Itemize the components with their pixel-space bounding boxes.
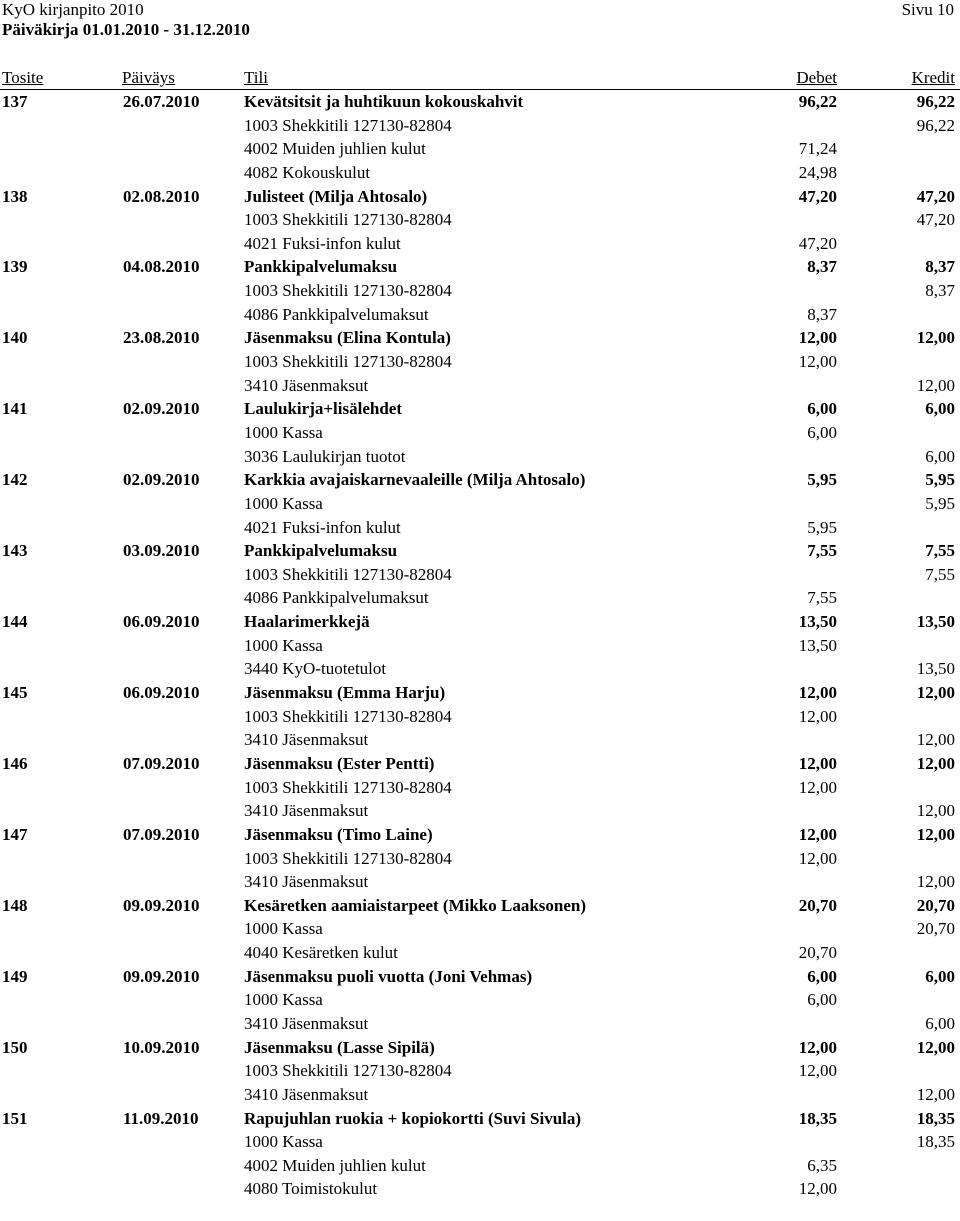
voucher-number: 150	[2, 1037, 28, 1057]
account-name: 4021 Fuksi-infon kulut	[244, 233, 401, 253]
voucher-row	[0, 254, 960, 278]
column-header-paivays: Päiväys	[122, 68, 175, 87]
account-line-row	[0, 987, 960, 1011]
line-kredit: 96,22	[916, 115, 955, 135]
account-name: 1003 Shekkitili 127130-82804	[244, 115, 452, 135]
voucher-kredit: 6,00	[925, 966, 955, 986]
account-name: 4082 Kokouskulut	[244, 162, 371, 182]
account-line-row	[0, 846, 960, 870]
voucher-kredit: 96,22	[916, 92, 955, 111]
account-line-row	[0, 1153, 960, 1177]
voucher-debet: 13,50	[798, 612, 837, 632]
voucher-debet: 12,00	[798, 753, 837, 773]
account-name: 1003 Shekkitili 127130-82804	[244, 777, 452, 797]
voucher-kredit: 5,95	[925, 470, 955, 490]
voucher-row	[0, 325, 960, 349]
report-subtitle: Päiväkirja 01.01.2010 - 31.12.2010	[2, 20, 250, 39]
account-line-row	[0, 302, 960, 326]
voucher-date: 09.09.2010	[123, 966, 200, 986]
voucher-row	[0, 1106, 960, 1130]
voucher-kredit: 12,00	[916, 824, 955, 844]
account-name: 4002 Muiden juhlien kulut	[244, 139, 426, 159]
line-kredit: 6,00	[925, 446, 955, 466]
account-name: 3410 Jäsenmaksut	[244, 801, 369, 821]
line-debet: 13,50	[798, 635, 837, 655]
voucher-description: Rapujuhlan ruokia + kopiokortti (Suvi Sivula)	[244, 1108, 582, 1128]
voucher-description: Jäsenmaksu (Ester Pentti)	[244, 753, 435, 773]
voucher-number: 140	[2, 328, 28, 348]
account-line-row	[0, 798, 960, 822]
line-debet: 24,98	[798, 162, 837, 182]
account-name: 1003 Shekkitili 127130-82804	[244, 281, 452, 301]
voucher-row	[0, 396, 960, 420]
voucher-number: 138	[2, 186, 28, 206]
voucher-number: 146	[2, 753, 28, 773]
line-debet: 47,20	[798, 233, 837, 253]
line-debet: 12,00	[798, 706, 837, 726]
voucher-row	[0, 89, 960, 113]
line-kredit: 20,70	[916, 919, 955, 939]
voucher-debet: 6,00	[807, 399, 837, 419]
voucher-row	[0, 538, 960, 562]
voucher-row	[0, 680, 960, 704]
voucher-date: 02.08.2010	[123, 186, 200, 206]
account-line-row	[0, 1082, 960, 1106]
column-header-row	[0, 67, 960, 90]
voucher-kredit: 18,35	[916, 1108, 955, 1128]
voucher-debet: 6,00	[807, 966, 837, 986]
line-kredit: 12,00	[916, 1084, 955, 1104]
voucher-description: Karkkia avajaiskarnevaaleille (Milja Ahtosalo)	[244, 470, 586, 490]
journal-entries	[0, 89, 960, 1200]
account-name: 4086 Pankkipalvelumaksut	[244, 588, 429, 608]
account-line-row	[0, 656, 960, 680]
voucher-kredit: 7,55	[925, 541, 955, 561]
account-name: 3036 Laulukirjan tuotot	[244, 446, 406, 466]
account-line-row	[0, 633, 960, 657]
voucher-number: 137	[2, 92, 28, 111]
voucher-date: 10.09.2010	[123, 1037, 200, 1057]
voucher-debet: 8,37	[807, 257, 837, 277]
column-header-debet: Debet	[796, 68, 837, 87]
line-debet: 7,55	[807, 588, 837, 608]
voucher-kredit: 6,00	[925, 399, 955, 419]
account-name: 1000 Kassa	[244, 990, 323, 1010]
line-debet: 12,00	[798, 1061, 837, 1081]
account-line-row	[0, 349, 960, 373]
voucher-number: 145	[2, 683, 28, 703]
voucher-kredit: 12,00	[916, 753, 955, 773]
account-line-row	[0, 727, 960, 751]
voucher-debet: 20,70	[798, 895, 837, 915]
voucher-kredit: 20,70	[916, 895, 955, 915]
voucher-date: 02.09.2010	[123, 470, 200, 490]
line-debet: 12,00	[798, 352, 837, 372]
voucher-date: 11.09.2010	[123, 1108, 199, 1128]
voucher-description: Pankkipalvelumaksu	[244, 541, 398, 561]
column-header-kredit: Kredit	[911, 68, 955, 87]
voucher-debet: 96,22	[798, 92, 837, 111]
account-line-row	[0, 113, 960, 137]
report-title: KyO kirjanpito 2010	[2, 0, 144, 19]
account-name: 4021 Fuksi-infon kulut	[244, 517, 401, 537]
account-line-row	[0, 420, 960, 444]
line-kredit: 12,00	[916, 375, 955, 395]
account-name: 3410 Jäsenmaksut	[244, 1013, 369, 1033]
voucher-date: 06.09.2010	[123, 683, 200, 703]
line-kredit: 5,95	[925, 493, 955, 513]
voucher-description: Kesäretken aamiaistarpeet (Mikko Laaksonen)	[244, 895, 587, 915]
voucher-date: 02.09.2010	[123, 399, 200, 419]
account-line-row	[0, 444, 960, 468]
account-line-row	[0, 1176, 960, 1200]
account-line-row	[0, 1058, 960, 1082]
line-debet: 6,00	[807, 422, 837, 442]
line-debet: 71,24	[798, 139, 837, 159]
voucher-date: 03.09.2010	[123, 541, 200, 561]
voucher-row	[0, 964, 960, 988]
voucher-number: 147	[2, 824, 28, 844]
voucher-row	[0, 1035, 960, 1059]
voucher-date: 09.09.2010	[123, 895, 200, 915]
voucher-number: 141	[2, 399, 28, 419]
voucher-date: 23.08.2010	[123, 328, 200, 348]
voucher-row	[0, 184, 960, 208]
voucher-row	[0, 609, 960, 633]
voucher-number: 143	[2, 541, 28, 561]
voucher-date: 07.09.2010	[123, 824, 200, 844]
page-number: Sivu 10	[901, 0, 954, 19]
voucher-debet: 12,00	[798, 1037, 837, 1057]
voucher-date: 07.09.2010	[123, 753, 200, 773]
account-name: 1000 Kassa	[244, 422, 323, 442]
account-name: 1003 Shekkitili 127130-82804	[244, 352, 452, 372]
account-name: 1003 Shekkitili 127130-82804	[244, 210, 452, 230]
line-kredit: 7,55	[925, 564, 955, 584]
voucher-description: Haalarimerkkejä	[244, 612, 370, 632]
line-debet: 12,00	[798, 1179, 837, 1199]
account-line-row	[0, 775, 960, 799]
account-line-row	[0, 207, 960, 231]
voucher-description: Jäsenmaksu (Emma Harju)	[244, 683, 446, 703]
voucher-kredit: 12,00	[916, 1037, 955, 1057]
account-name: 1000 Kassa	[244, 1132, 323, 1152]
account-name: 1000 Kassa	[244, 635, 323, 655]
column-header-tosite: Tosite	[2, 68, 44, 87]
voucher-number: 144	[2, 612, 28, 632]
account-name: 1000 Kassa	[244, 919, 323, 939]
line-kredit: 12,00	[916, 872, 955, 892]
line-debet: 20,70	[798, 943, 837, 963]
account-line-row	[0, 278, 960, 302]
voucher-date: 06.09.2010	[123, 612, 200, 632]
line-debet: 5,95	[807, 517, 837, 537]
voucher-row	[0, 822, 960, 846]
account-line-row	[0, 869, 960, 893]
account-line-row	[0, 562, 960, 586]
voucher-debet: 47,20	[798, 186, 837, 206]
voucher-debet: 5,95	[807, 470, 837, 490]
voucher-number: 139	[2, 257, 28, 277]
line-kredit: 18,35	[916, 1132, 955, 1152]
voucher-kredit: 8,37	[925, 257, 955, 277]
voucher-row	[0, 893, 960, 917]
voucher-debet: 12,00	[798, 328, 837, 348]
voucher-number: 142	[2, 470, 28, 490]
account-line-row	[0, 515, 960, 539]
account-line-row	[0, 1129, 960, 1153]
voucher-kredit: 12,00	[916, 683, 955, 703]
voucher-description: Julisteet (Milja Ahtosalo)	[244, 186, 428, 206]
account-line-row	[0, 940, 960, 964]
account-name: 1003 Shekkitili 127130-82804	[244, 848, 452, 868]
account-name: 3410 Jäsenmaksut	[244, 375, 369, 395]
account-line-row	[0, 160, 960, 184]
line-debet: 12,00	[798, 777, 837, 797]
line-debet: 6,00	[807, 990, 837, 1010]
account-name: 3440 KyO-tuotetulot	[244, 659, 387, 679]
account-name: 1003 Shekkitili 127130-82804	[244, 564, 452, 584]
account-line-row	[0, 585, 960, 609]
account-name: 1000 Kassa	[244, 493, 323, 513]
voucher-debet: 12,00	[798, 824, 837, 844]
voucher-date: 26.07.2010	[123, 92, 200, 111]
voucher-kredit: 47,20	[916, 186, 955, 206]
report-header	[2, 0, 250, 40]
voucher-description: Pankkipalvelumaksu	[244, 257, 398, 277]
voucher-number: 149	[2, 966, 28, 986]
account-line-row	[0, 916, 960, 940]
account-name: 3410 Jäsenmaksut	[244, 872, 369, 892]
account-name: 4040 Kesäretken kulut	[244, 943, 398, 963]
line-debet: 8,37	[807, 304, 837, 324]
voucher-row	[0, 751, 960, 775]
line-debet: 12,00	[798, 848, 837, 868]
account-name: 4086 Pankkipalvelumaksut	[244, 304, 429, 324]
voucher-debet: 7,55	[807, 541, 837, 561]
account-name: 1003 Shekkitili 127130-82804	[244, 706, 452, 726]
line-kredit: 8,37	[925, 281, 955, 301]
voucher-description: Jäsenmaksu puoli vuotta (Joni Vehmas)	[244, 966, 533, 986]
account-line-row	[0, 1011, 960, 1035]
voucher-kredit: 12,00	[916, 328, 955, 348]
line-kredit: 12,00	[916, 801, 955, 821]
account-line-row	[0, 231, 960, 255]
voucher-row	[0, 467, 960, 491]
column-header-tili: Tili	[244, 68, 268, 87]
voucher-description: Jäsenmaksu (Lasse Sipilä)	[244, 1037, 435, 1057]
voucher-description: Jäsenmaksu (Timo Laine)	[244, 824, 433, 844]
account-name: 4080 Toimistokulut	[244, 1179, 378, 1199]
voucher-kredit: 13,50	[916, 612, 955, 632]
voucher-number: 151	[2, 1108, 28, 1128]
account-line-row	[0, 491, 960, 515]
line-kredit: 6,00	[925, 1013, 955, 1033]
account-name: 1003 Shekkitili 127130-82804	[244, 1061, 452, 1081]
voucher-date: 04.08.2010	[123, 257, 200, 277]
line-kredit: 13,50	[916, 659, 955, 679]
line-kredit: 12,00	[916, 730, 955, 750]
voucher-debet: 12,00	[798, 683, 837, 703]
account-name: 3410 Jäsenmaksut	[244, 1084, 369, 1104]
account-line-row	[0, 373, 960, 397]
voucher-number: 148	[2, 895, 28, 915]
account-name: 4002 Muiden juhlien kulut	[244, 1155, 426, 1175]
account-name: 3410 Jäsenmaksut	[244, 730, 369, 750]
account-line-row	[0, 136, 960, 160]
voucher-description: Laulukirja+lisälehdet	[244, 399, 402, 419]
line-kredit: 47,20	[916, 210, 955, 230]
line-debet: 6,35	[807, 1155, 837, 1175]
voucher-description: Kevätsitsit ja huhtikuun kokouskahvit	[244, 92, 524, 111]
voucher-description: Jäsenmaksu (Elina Kontula)	[244, 328, 451, 348]
voucher-debet: 18,35	[798, 1108, 837, 1128]
account-line-row	[0, 704, 960, 728]
